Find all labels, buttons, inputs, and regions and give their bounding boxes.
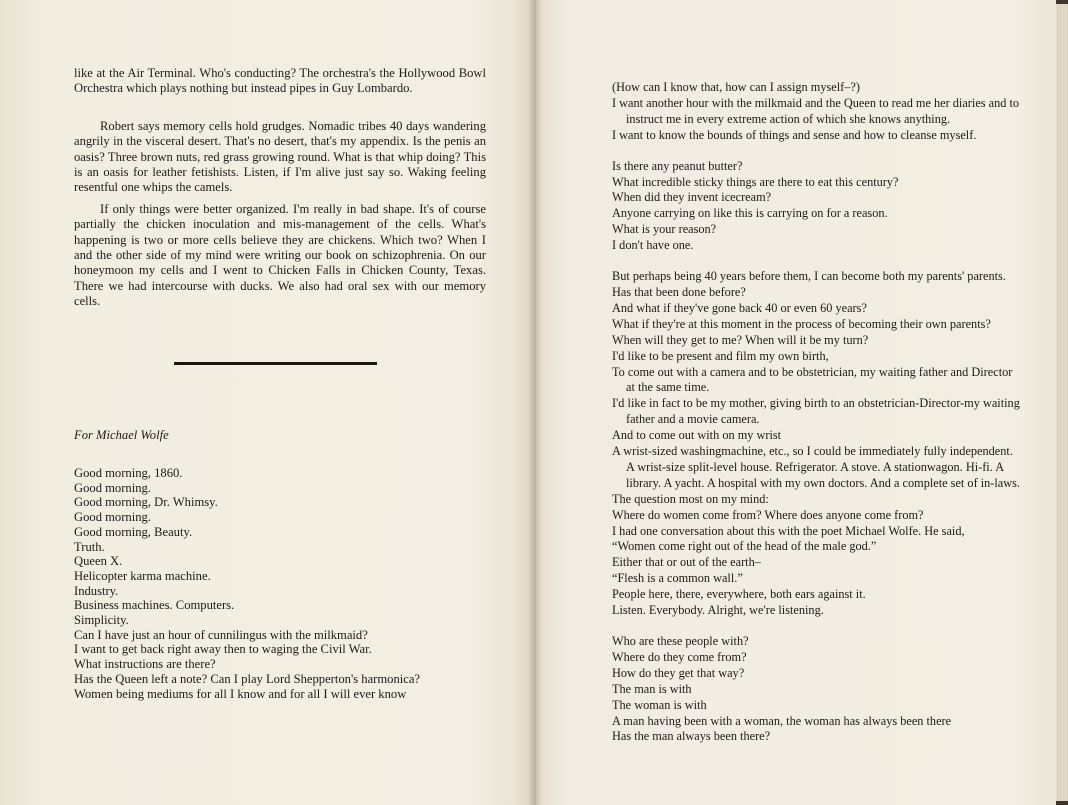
stanza-gap <box>612 144 1022 159</box>
poem-line: Who are these people with? <box>612 634 749 648</box>
poem-line: Has the Queen left a note? Can I play Lord Shepperton's harmonica? <box>74 671 421 686</box>
poem-line: What if they're at this moment in the process of becoming their own parents? <box>612 316 991 331</box>
poem-line: What incredible sticky things are there to eat this century? <box>612 174 899 189</box>
paragraph-2: Robert says memory cells hold grudges. Nomadic tribes 40 days wandering angrily in the visceral desert. That's no desert, that's my appendix. Is the penis an oasis? Three brown nuts, red grass growing round. What is that whip doing? This is an oasis for leather fetishists. Listen, if I'm alive just say so. Waking feeling resentful one whips the camels. <box>74 118 486 195</box>
poem-line: When will they get to me? When will it be my turn? <box>612 332 869 347</box>
poem-line: Women being mediums for all I know and for all I will ever know <box>74 686 407 701</box>
poem-line: Truth. <box>74 539 105 554</box>
poem-line: Queen X. <box>74 554 123 569</box>
paragraph-3: If only things were better organized. I'm really in bad shape. It's of course partially the chicken inoculation and mis-management of the cells. What's happening is two or more cells believe they are chickens. Which two? When I and the other side of my mind were writing our book on schizophrenia. On our honeymoon my cells and I went to Chicken Falls in Chicken County, Texas. There we had intercourse with ducks. We also had oral sex with our memory cells. <box>74 201 486 309</box>
poem-line: “Women come right out of the head of the male god.” <box>612 539 877 554</box>
poem-line: I'd like in fact to be my mother, giving birth to an obstetrician-Director-my waiting father and a movie camera. <box>612 396 1020 427</box>
poem-line: When did they invent icecream? <box>612 190 772 205</box>
poem-line: Anyone carrying on like this is carrying on for a reason. <box>612 206 888 221</box>
poem-line: The question most on my mind: <box>612 491 769 506</box>
poem-line: Is there any peanut butter? <box>612 158 743 173</box>
poem-line: The woman is with <box>612 697 707 712</box>
poem-line: Industry. <box>74 583 119 598</box>
poem-line: Business machines. Computers. <box>74 598 235 613</box>
poem-line: Where do women come from? Where does anyone come from? <box>612 507 924 522</box>
page-edges <box>1056 4 1068 801</box>
section-divider-rule <box>174 362 377 365</box>
poem-line: Good morning, Beauty. <box>74 524 193 539</box>
poem-line: I want to know the bounds of things and sense and how to cleanse myself. <box>612 127 977 142</box>
poem-line: To come out with a camera and to be obstetrician, my waiting father and Director at the same time. <box>612 364 1013 395</box>
book-gutter <box>528 0 542 805</box>
poem-line: People here, there, everywhere, both ears against it. <box>612 587 866 602</box>
poem-line: Good morning, Dr. Whimsy. <box>74 495 218 510</box>
poem-line: And to come out with on my wrist <box>612 428 782 443</box>
poem-right <box>612 80 1022 745</box>
right-page <box>536 0 1056 805</box>
poem-line: Has that been done before? <box>612 284 746 299</box>
poem-line: I had one conversation about this with the poet Michael Wolfe. He said, <box>612 523 965 538</box>
poem-line: I don't have one. <box>612 238 694 253</box>
poem-line: Good morning. <box>74 510 151 525</box>
poem-line: Listen. Everybody. Alright, we're listening. <box>612 603 824 618</box>
stanza-gap <box>612 254 1022 269</box>
poem-line: Good morning, 1860. <box>74 466 183 480</box>
poem-left <box>74 466 486 701</box>
poem-line: The man is with <box>612 681 692 696</box>
poem-line: I'd like to be present and film my own birth, <box>612 348 829 363</box>
poem-line: (How can I know that, how can I assign myself–?) <box>612 80 860 94</box>
stanza-gap <box>612 619 1022 634</box>
poem-line: A wrist-sized washingmachine, etc., so I could be immediately fully independent. A wrist-size split-level house. Refrigerator. A stove. A stationwagon. Hi-fi. A library. A yacht. A hospital with my own doctors. And a complete set of in-laws. <box>612 444 1021 490</box>
paragraph-1: like at the Air Terminal. Who's conducting? The orchestra's the Hollywood Bowl Orchestra which plays nothing but instead pipes in Guy Lombardo. <box>74 66 486 96</box>
prose-block <box>74 66 486 310</box>
poem-line: I want to get back right away then to waging the Civil War. <box>74 642 372 657</box>
poem-line: Can I have just an hour of cunnilingus with the milkmaid? <box>74 627 368 642</box>
poem-line: What instructions are there? <box>74 657 216 672</box>
poem-line: But perhaps being 40 years before them, I can become both my parents' parents. <box>612 269 1006 284</box>
poem-line: Good morning. <box>74 480 151 495</box>
poem-line: Simplicity. <box>74 613 129 628</box>
poem-line: How do they get that way? <box>612 665 745 680</box>
dedication: For Michael Wolfe <box>74 428 169 442</box>
poem-line: And what if they've gone back 40 or even 60 years? <box>612 300 867 315</box>
poem-line: Helicopter karma machine. <box>74 568 211 583</box>
poem-line: Where do they come from? <box>612 649 747 664</box>
poem-line: Either that or out of the earth– <box>612 555 761 570</box>
poem-line: Has the man always been there? <box>612 729 771 744</box>
poem-line: “Flesh is a common wall.” <box>612 571 743 586</box>
poem-line: What is your reason? <box>612 222 717 237</box>
poem-line: I want another hour with the milkmaid and the Queen to read me her diaries and to instruct me in every extreme action of which she knows anything. <box>612 95 1020 126</box>
poem-line: A man having been with a woman, the woman has always been there <box>612 713 952 728</box>
